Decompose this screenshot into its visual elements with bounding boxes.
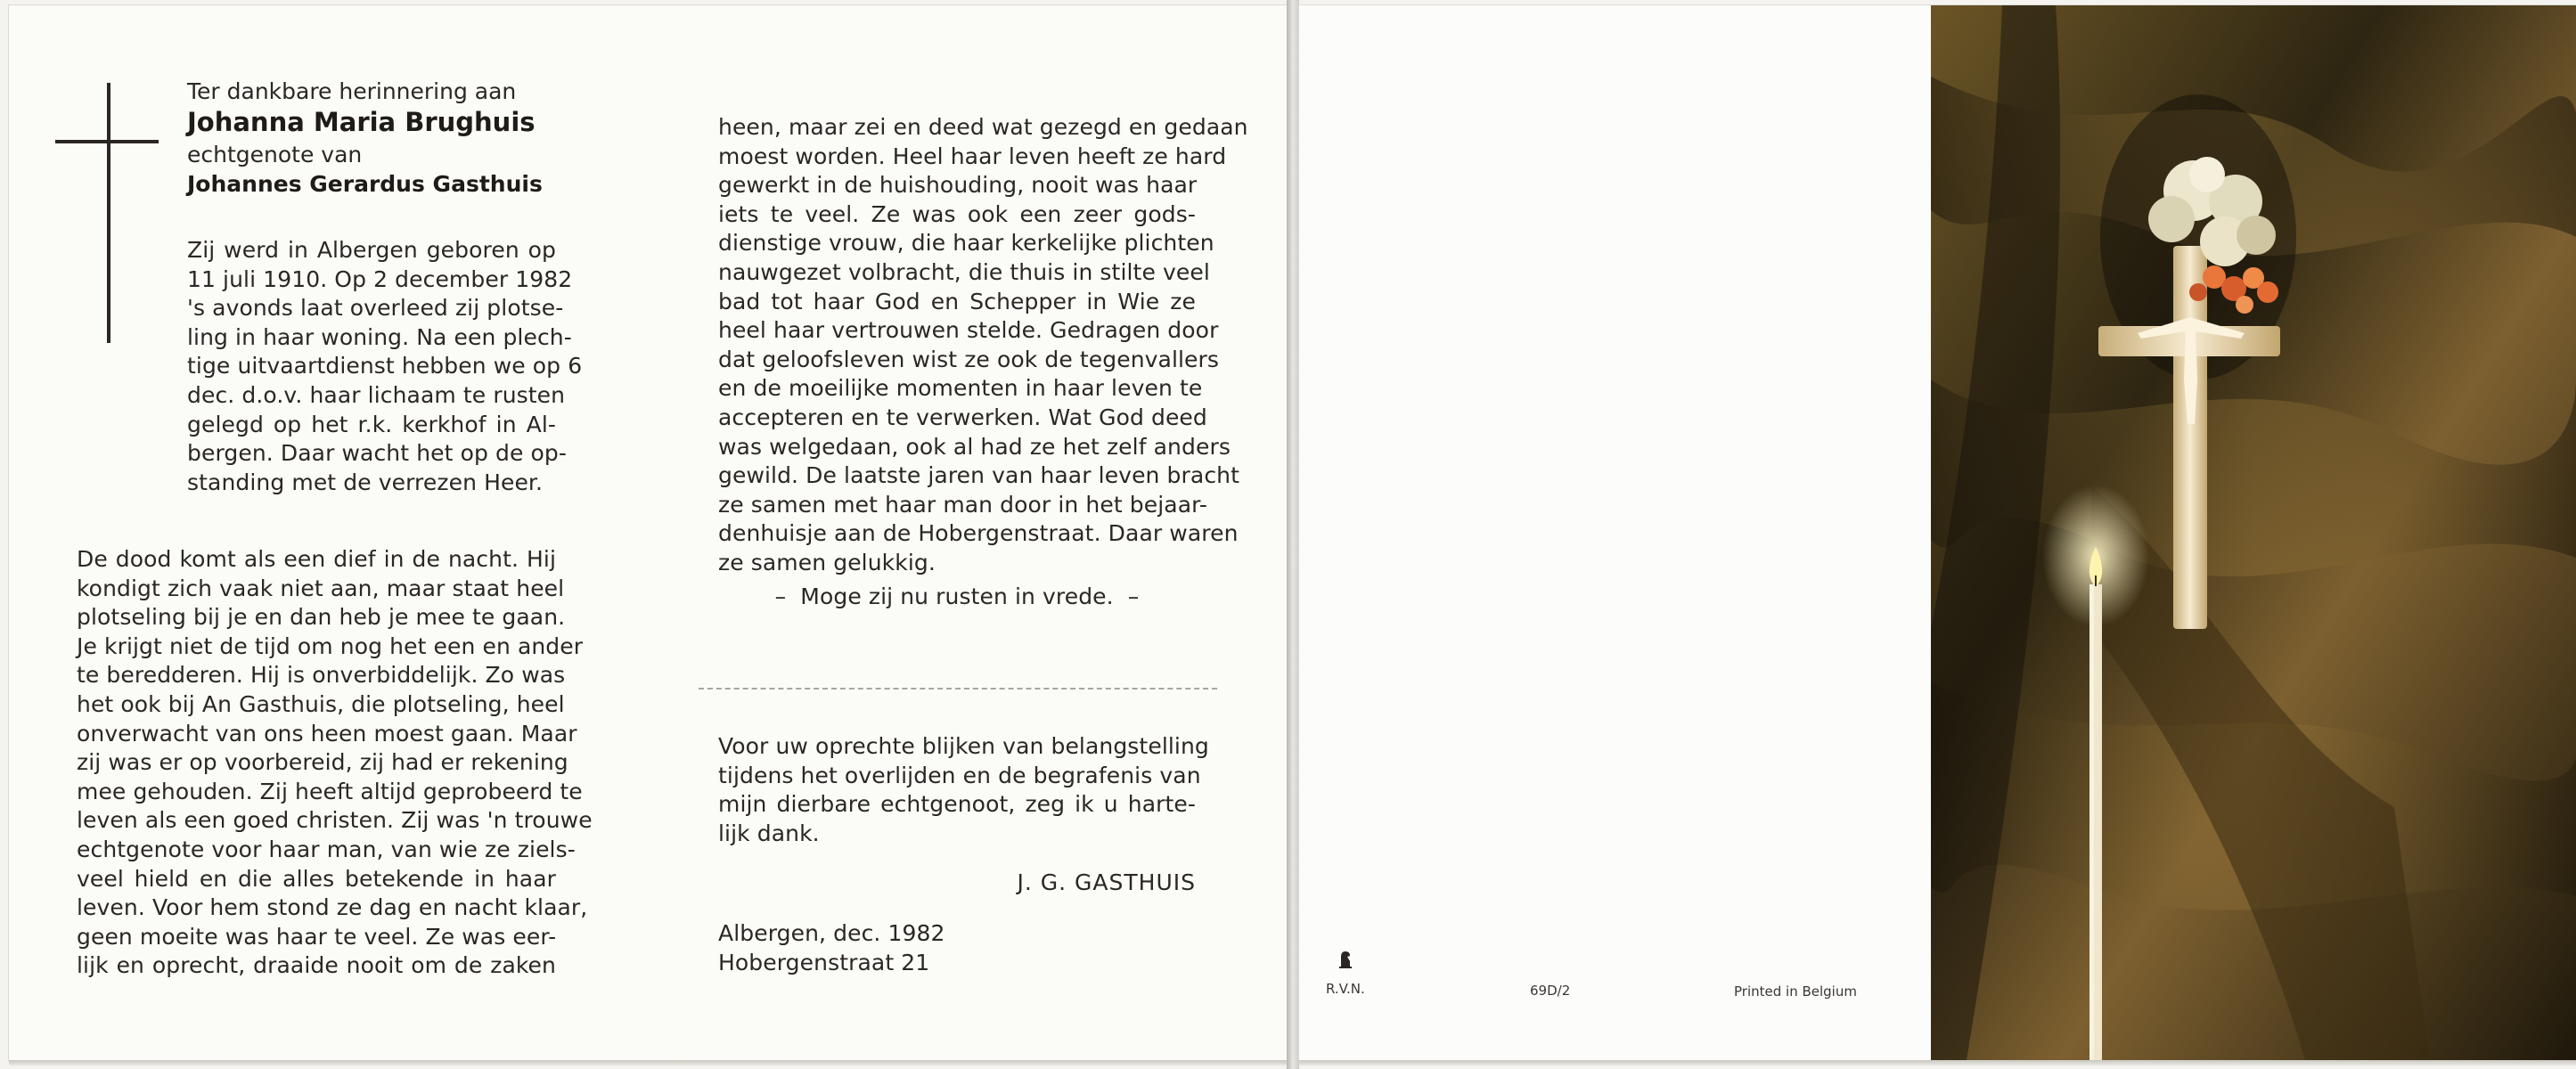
text-line: veel hield en die alles betekende in haar	[77, 865, 556, 892]
text-line: denhuisje aan de Hobergenstraat. Daar waren	[718, 520, 1239, 547]
text-line: heen, maar zei en deed wat gezegd en gedaan	[718, 114, 1248, 140]
text-line: ze samen gelukkig.	[718, 549, 936, 575]
text-line: dienstige vrouw, die haar kerkelijke plichten	[718, 230, 1214, 257]
bio-line: Zij werd in Albergen geboren op	[187, 237, 556, 263]
thanks-text	[718, 732, 1209, 848]
text-line: gewild. De laatste jaren van haar leven bracht	[718, 462, 1240, 489]
text-line: bad tot haar God en Schepper in Wie ze	[718, 288, 1196, 314]
printed-in-label: Printed in Belgium	[1734, 983, 1857, 1000]
bio-line: gelegd op het r.k. kerkhof in Al-	[187, 411, 556, 437]
text-line: te beredderen. Hij is onverbiddelijk. Zo was	[77, 662, 566, 689]
text-line: was welgedaan, ook al had ze het zelf anders	[718, 433, 1231, 460]
crucifix-photo	[1931, 5, 2576, 1060]
text-line: iets te veel. Ze was ook een zeer gods-	[718, 200, 1196, 227]
address: Hobergenstraat 21	[718, 950, 930, 975]
publisher-label: R.V.N.	[1326, 981, 1365, 997]
bio-line: tige uitvaartdienst hebben we op 6	[187, 353, 583, 379]
bio-line: 's avonds laat overleed zij plotse-	[187, 295, 564, 322]
text-line: gewerkt in de huishouding, nooit was haar	[718, 172, 1198, 199]
text-line: zij was er op voorbereid, zij had er rekening	[77, 749, 568, 776]
place-date: Albergen, dec. 1982	[718, 920, 945, 946]
text-line: en de moeilijke momenten in haar leven te	[718, 375, 1203, 402]
bio-line: dec. d.o.v. haar lichaam te rusten	[187, 381, 566, 408]
deceased-name: Johanna Maria Brughuis	[187, 107, 536, 137]
section-divider	[699, 688, 1217, 690]
memorial-intro: Ter dankbare herinnering aan	[187, 78, 517, 104]
text-line: De dood komt als een dief in de nacht. Hij	[77, 546, 556, 572]
spouse-name: Johannes Gerardus Gasthuis	[187, 171, 543, 197]
card-fold	[1287, 0, 1299, 1069]
text-line: geen moeite was haar te veel. Ze was eer-	[77, 923, 557, 950]
text-line: mee gehouden. Zij heeft altijd geprobeerd te	[77, 778, 583, 804]
text-column-2	[718, 113, 1248, 578]
cross-icon	[107, 83, 110, 343]
text-line: het ook bij An Gasthuis, die plotseling, heel	[77, 690, 565, 717]
publisher-logo-icon	[1338, 949, 1353, 968]
text-line: leven als een goed christen. Zij was 'n trouwe	[77, 807, 593, 834]
text-line: ze samen met haar man door in het bejaar-	[718, 491, 1208, 518]
text-line: leven. Voor hem stond ze dag en nacht klaar,	[77, 894, 588, 921]
text-line: onverwacht van ons heen moest gaan. Maar	[77, 720, 577, 747]
bio-line: ling in haar woning. Na een plech-	[187, 323, 572, 350]
text-line: echtgenote voor haar man, van wie ze ziels-	[77, 836, 576, 862]
text-line: nauwgezet volbracht, die thuis in stilte veel	[718, 258, 1210, 285]
thanks-line: lijk dank.	[718, 820, 820, 846]
bio-line: 11 juli 1910. Op 2 december 1982	[187, 265, 573, 292]
text-line: kondigt zich vaak niet aan, maar staat heel	[77, 575, 565, 601]
signature: J. G. GASTHUIS	[1017, 869, 1196, 895]
bio-line: bergen. Daar wacht het op de op-	[187, 440, 567, 467]
bio-line: standing met de verrezen Heer.	[187, 469, 544, 495]
text-column-1	[77, 545, 593, 981]
text-line: lijk en oprecht, draaide nooit om de zaken	[77, 952, 556, 979]
text-line: dat geloofsleven wist ze ook de tegenvallers	[718, 346, 1220, 372]
spouse-intro: echtgenote van	[187, 142, 363, 167]
text-line: moest worden. Heel haar leven heeft ze hard	[718, 143, 1227, 169]
thanks-line: Voor uw oprechte blijken van belangstelling	[718, 733, 1209, 759]
card-code: 69D/2	[1530, 983, 1571, 999]
closing-prayer: – Moge zij nu rusten in vrede. –	[774, 583, 1140, 609]
text-line: accepteren en te verwerken. Wat God deed	[718, 404, 1207, 430]
thanks-line: tijdens het overlijden en de begrafenis van	[718, 762, 1201, 788]
text-line: heel haar vertrouwen stelde. Gedragen door	[718, 317, 1219, 344]
biography	[187, 236, 583, 497]
thanks-line: mijn dierbare echtgenoot, zeg ik u harte-	[718, 791, 1196, 818]
text-line: Je krijgt niet de tijd om nog het een en ander	[77, 632, 584, 659]
text-line: plotseling bij je en dan heb je mee te gaan.	[77, 604, 566, 631]
cross-icon-bar	[55, 140, 159, 143]
